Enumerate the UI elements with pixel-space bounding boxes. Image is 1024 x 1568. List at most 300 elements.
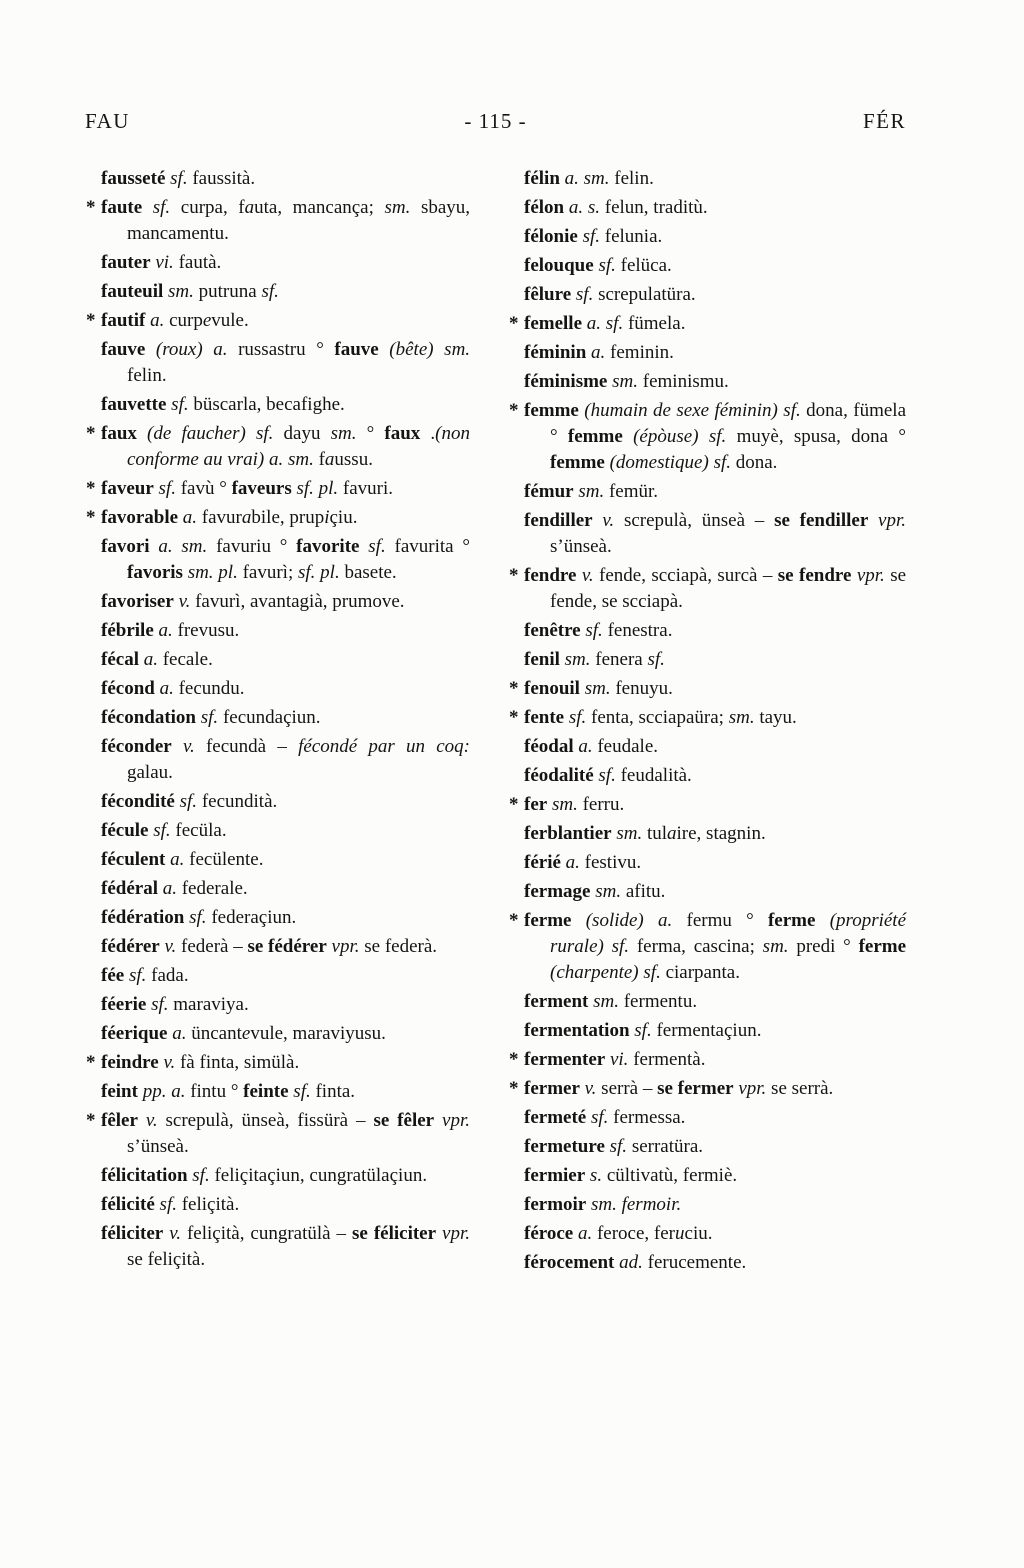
pos-label: sf. — [590, 1107, 609, 1128]
dictionary-entry — [85, 1108, 470, 1160]
headword: féminin — [524, 342, 587, 363]
pos-label: vpr. — [738, 1078, 767, 1099]
dictionary-entry — [85, 166, 470, 192]
pos-label: sm. — [616, 823, 643, 844]
dictionary-entry — [85, 992, 470, 1018]
dictionary-entry — [85, 337, 470, 389]
pos-label: (domestique) — [609, 452, 709, 473]
translation-text — [644, 910, 658, 931]
pos-label: a. — [172, 1023, 187, 1044]
pos-label: sf. — [598, 255, 616, 276]
translation-text: fermentu. — [618, 991, 698, 1012]
asterisk-marker: * — [86, 197, 96, 218]
dictionary-entry — [508, 166, 906, 192]
dictionary-entry — [508, 821, 906, 847]
translation-text: s’ünseà. — [127, 1136, 189, 1157]
pos-label: v. — [584, 1078, 597, 1099]
translation-text: fermentà. — [628, 1049, 706, 1070]
pos-label: sm. — [584, 678, 611, 699]
headword: felouque — [524, 255, 594, 276]
dictionary-columns — [85, 166, 1024, 1276]
translation-text: favur — [197, 507, 242, 528]
pos-label: sm. — [595, 881, 622, 902]
translation-text — [815, 910, 829, 931]
pos-label: sm. fermoir. — [590, 1194, 682, 1215]
translation-text: üncant — [186, 1023, 242, 1044]
dictionary-entry — [508, 1018, 906, 1044]
headword: ferme — [524, 910, 572, 931]
dictionary-entry — [508, 563, 906, 615]
dictionary-entry — [508, 282, 906, 308]
translation-text — [868, 510, 878, 531]
translation-text: s’ünseà. — [550, 536, 612, 557]
pos-label: (bête) — [389, 339, 434, 360]
headword: femme — [550, 452, 605, 473]
headword: se fêler — [373, 1110, 435, 1131]
headword: favoriser — [101, 591, 174, 612]
headword: fécondation — [101, 707, 196, 728]
headword: fédéral — [101, 878, 158, 899]
translation-text: tul — [642, 823, 668, 844]
translation-text: felin. — [609, 168, 654, 189]
pos-label: sm. — [551, 794, 578, 815]
pos-label: v. — [164, 936, 177, 957]
asterisk-marker: * — [86, 478, 96, 499]
translation-text: fautà. — [173, 252, 222, 273]
dictionary-entry — [508, 618, 906, 644]
pos-label: a. s. — [568, 197, 601, 218]
translation-text — [379, 339, 390, 360]
pos-label: a. — [182, 507, 198, 528]
dictionary-entry — [85, 818, 470, 844]
headword: fermentation — [524, 1020, 630, 1041]
guide-word-left: FAU — [85, 109, 130, 133]
dictionary-entry — [508, 508, 906, 560]
dictionary-entry — [508, 1250, 906, 1276]
dictionary-entry — [508, 792, 906, 818]
headword: feint — [101, 1081, 138, 1102]
pos-label: a. — [658, 910, 673, 931]
pos-label: sm. — [384, 197, 411, 218]
translation-text: fermentaçiun. — [651, 1020, 762, 1041]
translation-text — [203, 339, 214, 360]
translation-text: galau. — [127, 762, 173, 783]
pos-label: v. — [145, 1110, 158, 1131]
dictionary-entry — [85, 308, 470, 334]
pos-label: sf. — [647, 649, 665, 670]
pos-label: a. sm. — [158, 536, 208, 557]
translation-text: felunia. — [600, 226, 663, 247]
translation-text — [359, 536, 368, 557]
headword: se fendre — [777, 565, 852, 586]
asterisk-marker: * — [86, 423, 96, 444]
dictionary-entry — [508, 705, 906, 731]
translation-text: femür. — [604, 481, 659, 502]
dictionary-entry — [85, 279, 470, 305]
dictionary-entry — [85, 1221, 470, 1273]
headword: fêler — [101, 1110, 138, 1131]
pos-label: a. — [578, 736, 593, 757]
translation-text: fenta, scciapaüra; — [586, 707, 729, 728]
headword: fendre — [524, 565, 577, 586]
headword: fébrile — [101, 620, 154, 641]
dictionary-entry — [508, 340, 906, 366]
headword: fécal — [101, 649, 139, 670]
pos-label: sf. — [783, 400, 801, 421]
pos-label: sm. — [578, 481, 605, 502]
translation-text — [623, 426, 633, 447]
pos-label: vi. — [155, 252, 174, 273]
translation-text: fecundità. — [197, 791, 278, 812]
pos-label: sf. — [708, 426, 727, 447]
pos-label: a. — [162, 878, 177, 899]
headword: ferme — [767, 910, 816, 931]
translation-text: fümela. — [623, 313, 686, 334]
pos-label: a — [244, 197, 255, 218]
translation-text: afitu. — [621, 881, 666, 902]
translation-text: muyè, spusa, dona ° — [726, 426, 907, 447]
dictionary-entry — [85, 734, 470, 786]
pos-label: sf. — [585, 620, 603, 641]
pos-label: sm. — [612, 371, 638, 392]
page-number: - 115 - — [464, 109, 527, 133]
pos-label: e — [202, 310, 212, 331]
dictionary-entry — [85, 534, 470, 586]
translation-text: fecundu. — [173, 678, 245, 699]
translation-text: feroce, fer — [592, 1223, 676, 1244]
pos-label: sf. — [151, 994, 169, 1015]
translation-text: screpulà, ünseà, fissürà – — [157, 1110, 374, 1131]
headword: faux — [101, 423, 137, 444]
headword: félicitation — [101, 1165, 188, 1186]
translation-text: fà finta, simülà. — [175, 1052, 300, 1073]
headword: féerique — [101, 1023, 168, 1044]
dictionary-entry — [85, 476, 470, 502]
pos-label: sf. — [634, 1020, 652, 1041]
dictionary-entry — [508, 647, 906, 673]
pos-label: sf. — [200, 707, 219, 728]
headword: fenêtre — [524, 620, 581, 641]
headword: fer — [524, 794, 548, 815]
pos-label: a. — [143, 649, 158, 670]
dictionary-entry — [508, 224, 906, 250]
pos-label: v. — [581, 565, 594, 586]
translation-text: dona. — [731, 452, 778, 473]
pos-label: sf. — [582, 226, 601, 247]
pos-label: sf. — [611, 936, 630, 957]
pos-label: sm. — [728, 707, 755, 728]
pos-label: sm. — [564, 649, 591, 670]
pos-label: pp. a. — [142, 1081, 186, 1102]
headword: fermer — [524, 1078, 580, 1099]
translation-text: russastru ° — [227, 339, 335, 360]
headword: fenouil — [524, 678, 580, 699]
headword: férocement — [524, 1252, 615, 1273]
pos-label: (humain de sexe féminin) — [584, 400, 778, 421]
pos-label: s. — [589, 1165, 603, 1186]
dictionary-entry — [85, 647, 470, 673]
headword: fauvette — [101, 394, 167, 415]
headword: fédérer — [101, 936, 160, 957]
dictionary-entry — [85, 1079, 470, 1105]
asterisk-marker: * — [509, 910, 519, 931]
asterisk-marker: * — [509, 313, 519, 334]
translation-text: federaçiun. — [206, 907, 297, 928]
translation-text: çiu. — [329, 507, 358, 528]
pos-label: sf. pl. — [298, 562, 340, 583]
asterisk-marker: * — [509, 400, 519, 421]
headword: favoris — [127, 562, 183, 583]
headword: femme — [524, 400, 579, 421]
headword: fausseté — [101, 168, 166, 189]
headword: féminisme — [524, 371, 608, 392]
pos-label: a — [667, 823, 677, 844]
pos-label: v. — [178, 591, 191, 612]
pos-label: sf. — [568, 707, 587, 728]
pos-label: a. sf. — [586, 313, 624, 334]
dictionary-entry — [85, 618, 470, 644]
pos-label: e — [241, 1023, 251, 1044]
headword: féerie — [101, 994, 147, 1015]
headword: fédération — [101, 907, 185, 928]
headword: féroce — [524, 1223, 574, 1244]
translation-text: maraviya. — [168, 994, 249, 1015]
headword: fauter — [101, 252, 151, 273]
headword: félin — [524, 168, 560, 189]
headword: félonie — [524, 226, 578, 247]
translation-text: screpulatüra. — [593, 284, 696, 305]
pos-label: sf. — [575, 284, 594, 305]
pos-label: a. — [158, 620, 173, 641]
translation-text — [434, 1110, 442, 1131]
translation-text — [142, 197, 153, 218]
translation-text: dona, fümela ° — [550, 400, 907, 447]
translation-text: fintu ° — [185, 1081, 244, 1102]
translation-text: ferma, cascina; — [629, 936, 763, 957]
asterisk-marker: * — [509, 707, 519, 728]
pos-label: (propriété rurale) — [550, 910, 907, 957]
translation-text: fermu ° — [672, 910, 768, 931]
dictionary-entry — [85, 789, 470, 815]
translation-text: fecundà – — [194, 736, 299, 757]
pos-label: (épòuse) — [633, 426, 699, 447]
headword: favorable — [101, 507, 179, 528]
asterisk-marker: * — [86, 310, 96, 331]
pos-label: sf. — [179, 791, 198, 812]
translation-text: festivu. — [579, 852, 642, 873]
dictionary-entry — [85, 421, 470, 473]
translation-text: feliçitaçiun, cungratülaçiun. — [209, 1165, 428, 1186]
asterisk-marker: * — [509, 1049, 519, 1070]
left-column — [85, 166, 470, 1276]
asterisk-marker: * — [86, 507, 96, 528]
dictionary-entry — [85, 392, 470, 418]
pos-label: sf. — [189, 907, 207, 928]
dictionary-entry — [508, 369, 906, 395]
pos-label: a. — [170, 849, 185, 870]
headword: se féliciter — [352, 1223, 437, 1244]
translation-text: favuri. — [338, 478, 394, 499]
translation-text — [699, 426, 709, 447]
translation-text: vule. — [211, 310, 249, 331]
translation-text: federale. — [176, 878, 248, 899]
headword: feindre — [101, 1052, 159, 1073]
pos-label: sf. — [643, 962, 661, 983]
pos-label: (non conforme au vrai) — [127, 423, 470, 470]
pos-label: a. — [159, 678, 174, 699]
pos-label: vi. — [609, 1049, 629, 1070]
asterisk-marker: * — [86, 1110, 96, 1131]
translation-text: fecüla. — [170, 820, 227, 841]
pos-label: (de faucher) — [147, 423, 246, 444]
pos-label: v. — [163, 1052, 176, 1073]
pos-label: (solide) — [585, 910, 644, 931]
pos-label: sf. — [609, 1136, 628, 1157]
pos-label: sf. — [170, 168, 188, 189]
translation-text: federà – — [176, 936, 248, 957]
headword: féodal — [524, 736, 574, 757]
dictionary-entry — [85, 905, 470, 931]
pos-label: sf. — [293, 1081, 311, 1102]
translation-text: büscarla, becafighe. — [188, 394, 345, 415]
headword: fermeture — [524, 1136, 605, 1157]
pos-label: sm. pl. — [187, 562, 238, 583]
headword: favorite — [296, 536, 360, 557]
pos-label: i — [324, 507, 330, 528]
headword: féconder — [101, 736, 172, 757]
headword: faute — [101, 197, 143, 218]
dictionary-entry — [508, 879, 906, 905]
right-column — [508, 166, 906, 1276]
pos-label: a. sm. — [564, 168, 610, 189]
dictionary-entry — [85, 934, 470, 960]
pos-label: sm. — [444, 339, 471, 360]
headword: faveurs — [231, 478, 292, 499]
translation-text: fenestra. — [602, 620, 673, 641]
pos-label: sf. — [128, 965, 147, 986]
pos-label: (roux) — [155, 339, 203, 360]
translation-text: vule, maraviyusu. — [250, 1023, 386, 1044]
pos-label: vpr. — [856, 565, 885, 586]
translation-text: se feliçità. — [127, 1249, 206, 1270]
headword: fauve — [101, 339, 146, 360]
translation-text: fenuyu. — [610, 678, 673, 699]
translation-text: feminin. — [605, 342, 674, 363]
dictionary-entry — [508, 1163, 906, 1189]
translation-text: fenera — [590, 649, 648, 670]
dictionary-entry — [508, 398, 906, 476]
headword: féliciter — [101, 1223, 164, 1244]
translation-text: faussità. — [187, 168, 256, 189]
headword: fautif — [101, 310, 146, 331]
pos-label: vpr. — [878, 510, 907, 531]
translation-text: curp — [164, 310, 203, 331]
pos-label: fécondé par un coq: — [298, 736, 470, 757]
translation-text: felin. — [127, 365, 167, 386]
dictionary-entry — [508, 1047, 906, 1073]
headword: faveur — [101, 478, 154, 499]
translation-text: ferru. — [577, 794, 625, 815]
headword: femelle — [524, 313, 583, 334]
translation-text: . — [420, 423, 436, 444]
headword: fécondité — [101, 791, 175, 812]
dictionary-entry — [85, 195, 470, 247]
dictionary-entry — [508, 908, 906, 986]
translation-text: feudalità. — [615, 765, 692, 786]
pos-label: sf. — [159, 1194, 177, 1215]
translation-text: serrà – — [596, 1078, 658, 1099]
dictionary-entry — [85, 963, 470, 989]
pos-label: sf. — [261, 281, 279, 302]
dictionary-entry — [508, 195, 906, 221]
pos-label: sf. — [368, 536, 386, 557]
translation-text: ussu. — [334, 449, 373, 470]
translation-text: se federà. — [359, 936, 438, 957]
dictionary-entry — [508, 850, 906, 876]
translation-text — [145, 339, 156, 360]
headword: fermage — [524, 881, 591, 902]
pos-label: vpr. — [331, 936, 360, 957]
translation-text: felüca. — [615, 255, 672, 276]
pos-label: sf. — [152, 197, 171, 218]
pos-label: sf. — [598, 765, 616, 786]
headword: féculent — [101, 849, 166, 870]
pos-label: v. — [602, 510, 615, 531]
asterisk-marker: * — [509, 678, 519, 699]
headword: fauteuil — [101, 281, 164, 302]
headword: fécule — [101, 820, 149, 841]
translation-text: se serrà. — [766, 1078, 834, 1099]
headword: félon — [524, 197, 565, 218]
translation-text — [434, 339, 445, 360]
pos-label: sf. — [192, 1165, 210, 1186]
translation-text: f — [313, 449, 325, 470]
headword: fermoir — [524, 1194, 587, 1215]
dictionary-entry — [508, 1134, 906, 1160]
pos-label: vpr. — [442, 1110, 470, 1131]
headword: feinte — [243, 1081, 289, 1102]
translation-text: feudale. — [592, 736, 659, 757]
pos-label: (charpente) — [550, 962, 639, 983]
translation-text: fermessa. — [608, 1107, 686, 1128]
translation-text: ire, stagnin. — [676, 823, 766, 844]
translation-text: fecülente. — [184, 849, 264, 870]
translation-text: uta, mancança; — [254, 197, 385, 218]
asterisk-marker: * — [509, 794, 519, 815]
dictionary-entry — [508, 1076, 906, 1102]
headword: favori — [101, 536, 150, 557]
translation-text: fecundaçiun. — [218, 707, 321, 728]
pos-label: vpr. — [442, 1223, 470, 1244]
headword: ferment — [524, 991, 589, 1012]
dictionary-entry — [508, 676, 906, 702]
translation-text: dayu — [273, 423, 331, 444]
guide-word-right: FÉR — [862, 109, 906, 133]
headword: fente — [524, 707, 565, 728]
translation-text: sbayu, mancamentu. — [127, 197, 471, 244]
translation-text — [593, 510, 603, 531]
dictionary-entry — [508, 253, 906, 279]
dictionary-entry — [85, 1050, 470, 1076]
headword: fermier — [524, 1165, 586, 1186]
pos-label: sm. — [762, 936, 789, 957]
translation-text: tayu. — [754, 707, 797, 728]
pos-label: v. — [169, 1223, 181, 1244]
dictionary-entry — [508, 734, 906, 760]
dictionary-entry — [508, 763, 906, 789]
pos-label: sf. — [153, 820, 171, 841]
dictionary-entry — [85, 505, 470, 531]
